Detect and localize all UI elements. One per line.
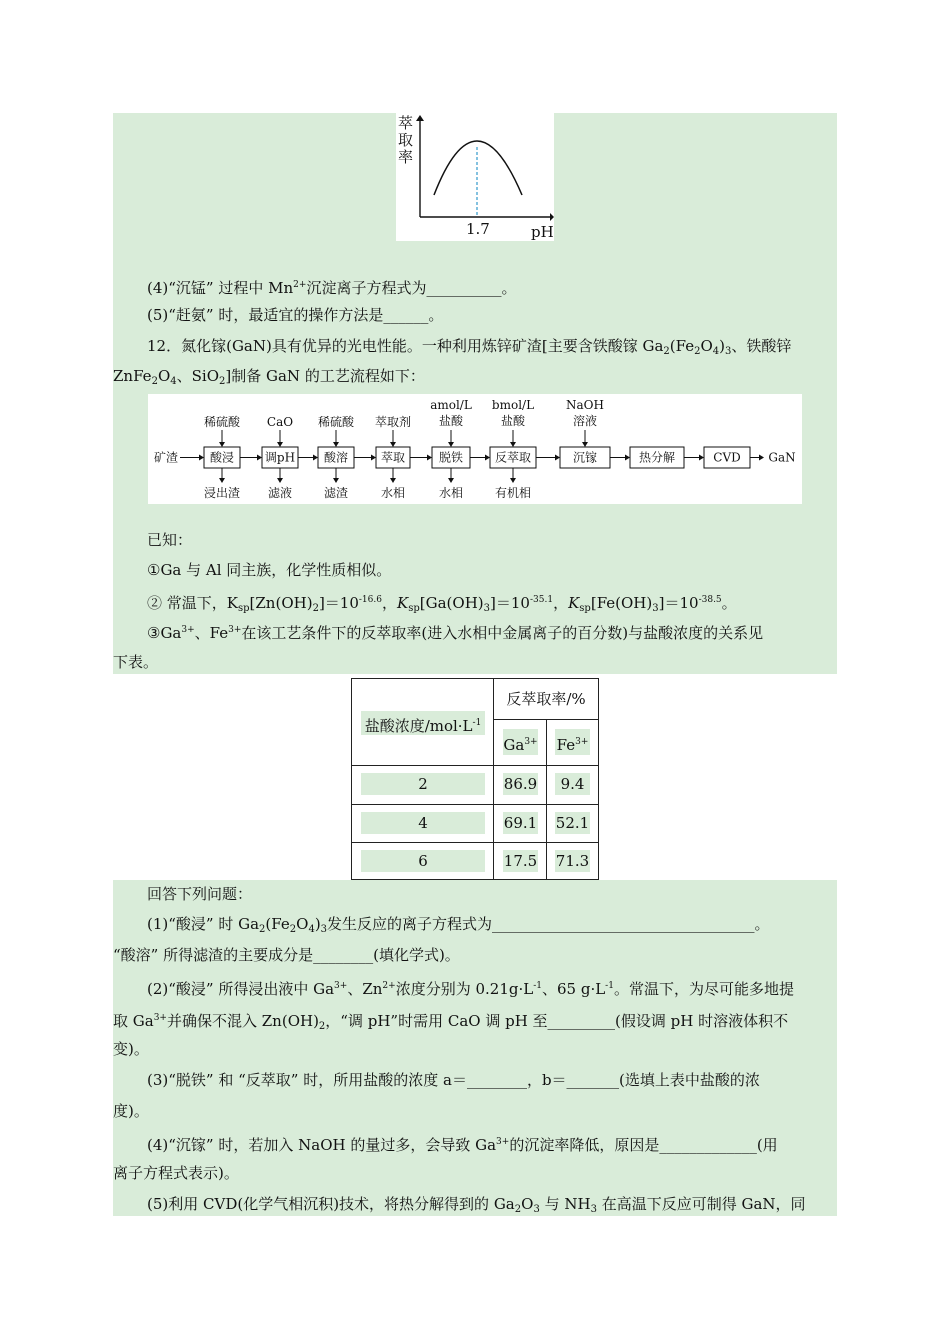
flow-input-label: NaOH <box>566 398 604 412</box>
known-2: ② 常温下，$K_{sp}[Zn(OH)_2]=10^{-16.6}$，$K_{sp}[Ga(OH)_3]=10^{-35.1}$，$K_{sp}[Fe(OH)_3]=10^{-38.5}$。 <box>147 594 737 614</box>
graph-xlabel: pH <box>531 223 554 241</box>
flow-box-label: 脱铁 <box>438 450 464 465</box>
flow-arrowhead <box>485 455 490 461</box>
answer-1-cont: “酸溶” 所得滤渣的主要成分是________(填化学式)。 <box>113 946 460 964</box>
table-header-fe: $Fe^{3+}$ <box>556 736 589 754</box>
table-row-ga: 17.5 <box>503 852 538 870</box>
problem-12-line2: $ZnFe_2O_4$、SiO$_2$]制备 GaN 的工艺流程如下： <box>113 367 425 387</box>
flow-arrowhead <box>333 442 339 447</box>
flow-input-label: CaO <box>266 415 294 429</box>
flow-input-label: amol/L <box>430 398 472 412</box>
flow-box-label: 酸溶 <box>323 450 349 465</box>
flow-arrowhead <box>390 478 396 483</box>
flow-output-label: 水相 <box>380 486 406 500</box>
answer-4: (4)“沉镓” 时，若加入 NaOH 的量过多，会导致 $Ga^{3+}$的沉淀率降低，原因是_____________(用 <box>147 1136 778 1154</box>
graph-ylabel: 萃取率 <box>398 114 414 166</box>
flow-box-label: 沉镓 <box>572 450 598 465</box>
flow-arrowhead <box>390 442 396 447</box>
known-3: $③Ga^{3+}$、$Fe^{3+}$在该工艺条件下的反萃取率(进入水相中金属离子的百分数)与盐酸浓度的关系见 <box>147 624 764 642</box>
answer-3-end: 度)。 <box>113 1102 149 1120</box>
table-row-fe: 52.1 <box>555 814 590 832</box>
flow-arrowhead <box>199 455 204 461</box>
flow-input-label: 萃取剂 <box>374 415 412 429</box>
known-3-cont: 下表。 <box>113 653 159 671</box>
flow-output-label: 水相 <box>438 486 464 500</box>
flow-arrowhead <box>510 478 516 483</box>
flow-input-label: 稀硫酸 <box>203 415 241 429</box>
flow-arrowhead <box>257 455 262 461</box>
flow-input-label: 溶液 <box>572 414 598 428</box>
flow-arrowhead <box>427 455 432 461</box>
flow-arrowhead <box>277 478 283 483</box>
extraction-rate-graph <box>396 113 554 241</box>
graph-xtick: 1.7 <box>466 220 490 238</box>
question-5: (5)“赶氨” 时，最适宜的操作方法是______。 <box>147 306 444 324</box>
flow-end-label: GaN <box>768 450 796 465</box>
answer-2-cont: 取 $Ga^{3+}$并确保不混入 $Zn(OH)_2$，“调 pH”时需用 CaO 调 pH 至_________(假设调 pH 时溶液体积不 <box>113 1012 789 1032</box>
flow-box-label: 酸浸 <box>209 450 235 465</box>
flow-arrowhead <box>219 478 225 483</box>
question-4: (4)“沉锰” 过程中 $Mn^{2+}$沉淀离子方程式为__________。 <box>147 279 517 297</box>
known-1: ①Ga 与 Al 同主族，化学性质相似。 <box>147 561 392 579</box>
flow-box-label: 萃取 <box>380 450 406 465</box>
flow-arrowhead <box>582 442 588 447</box>
flow-arrowhead <box>448 478 454 483</box>
answer-4-end: 离子方程式表示)。 <box>113 1164 239 1182</box>
back-extraction-table <box>351 678 599 880</box>
flow-arrowhead <box>333 478 339 483</box>
answer-2-end: 变)。 <box>113 1040 149 1058</box>
flow-start-label: 矿渣 <box>153 450 179 465</box>
flow-output-label: 滤渣 <box>323 486 349 500</box>
flow-input-label: bmol/L <box>491 398 535 412</box>
answer-5: (5)利用 CVD(化学气相沉积)技术，将热分解得到的 $Ga_2O_3$ 与 $NH_3$ 在高温下反应可制得 GaN，同 <box>147 1195 806 1215</box>
table-row-ga: 69.1 <box>503 814 538 832</box>
flow-arrowhead <box>313 455 318 461</box>
flow-input-label: 盐酸 <box>438 414 464 428</box>
answer-3: (3)“脱铁” 和 “反萃取” 时，所用盐酸的浓度 a＝________，b＝_______(选填上表中盐酸的浓 <box>147 1071 760 1089</box>
flow-arrowhead <box>510 442 516 447</box>
flow-input-label: 稀硫酸 <box>317 415 355 429</box>
flow-output-label: 浸出渣 <box>203 486 241 500</box>
flow-arrowhead <box>625 455 630 461</box>
known-heading: 已知： <box>147 531 193 549</box>
table-row-fe: 71.3 <box>555 852 590 870</box>
table-row-concentration: 6 <box>418 852 428 870</box>
flow-output-label: 滤液 <box>267 486 293 500</box>
answer-1: (1)“酸浸” 时 $Ga_2(Fe_2O_4)_3$发生反应的离子方程式为___________________________________。 <box>147 915 770 935</box>
answer-2: (2)“酸浸” 所得浸出液中 $Ga^{3+}$、$Zn^{2+}$浓度分别为 $0.21g\cdot L^{-1}$、65 $g\cdot L^{-1}$。常温下，为尽可能多地提 <box>147 980 794 998</box>
flow-box-label: CVD <box>713 450 741 465</box>
answer-intro: 回答下列问题： <box>147 885 253 903</box>
flow-arrowhead <box>219 442 225 447</box>
flow-box-label: 调pH <box>264 450 296 465</box>
flow-arrowhead <box>699 455 704 461</box>
table-row-ga: 86.9 <box>503 775 538 793</box>
flow-arrowhead <box>448 442 454 447</box>
flow-input-label: 盐酸 <box>500 414 526 428</box>
table-row-concentration: 4 <box>418 814 428 832</box>
table-header-ga: $Ga^{3+}$ <box>503 736 538 754</box>
process-flow-diagram <box>148 394 802 504</box>
problem-12-line1: 12．氮化镓(GaN)具有优异的光电性能。一种利用炼锌矿渣[主要含铁酸镓 $Ga_2(Fe_2O_4)_3$、铁酸锌 <box>147 337 792 357</box>
flow-output-label: 有机相 <box>494 486 532 500</box>
flow-arrowhead <box>277 442 283 447</box>
flow-arrowhead <box>371 455 376 461</box>
flow-box-label: 热分解 <box>638 450 676 465</box>
table-header-concentration: 盐酸浓度$/mol\cdot L^{-1}$ <box>364 717 482 735</box>
flow-arrowhead <box>555 455 560 461</box>
table-header-rate: 反萃取率/% <box>506 690 586 708</box>
flow-arrowhead <box>759 455 764 461</box>
table-row-concentration: 2 <box>418 775 428 793</box>
flow-box-label: 反萃取 <box>494 450 532 465</box>
table-row-fe: 9.4 <box>560 775 585 793</box>
